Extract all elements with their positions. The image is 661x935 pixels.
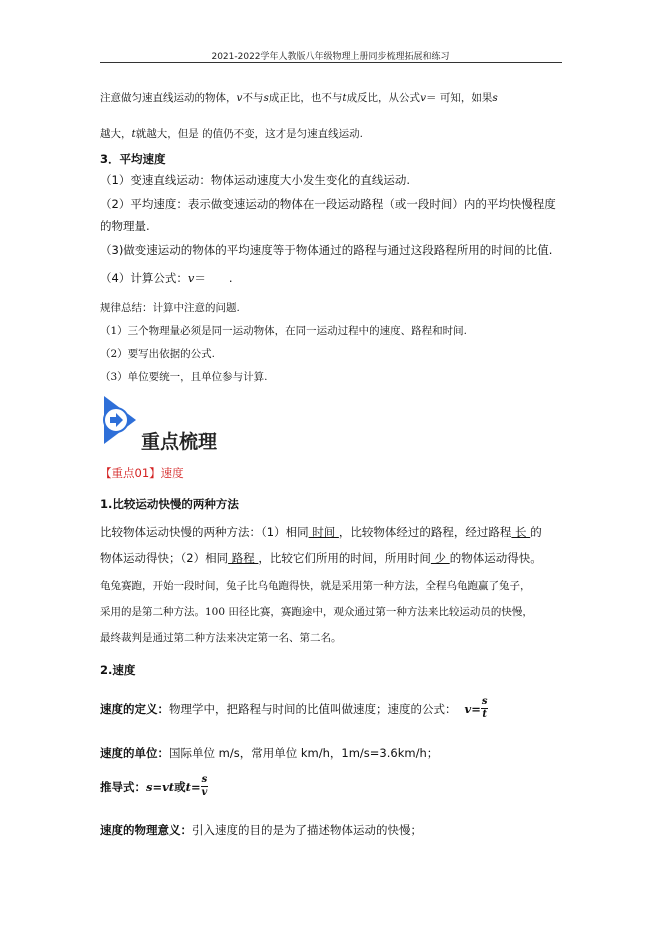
summary-item-3: （3）单位要统一，且单位参与计算.	[100, 371, 268, 383]
summary-item-1: （1）三个物理量必须是同一运动物体，在同一运动过程中的速度、路程和时间.	[100, 325, 468, 337]
compare-example-2: 采用的是第二种方法。100 田径比赛，赛跑途中，观众通过第一种方法来比较运动员的快慢，	[100, 606, 533, 618]
summary-item-2: （2）要写出依据的公式.	[100, 348, 216, 360]
page-header: 2021-2022学年人教版八年级物理上册同步梳理拓展和练习	[211, 52, 450, 62]
section-3-p1: （1）变速直线运动：物体运动速度大小发生变化的直线运动.	[100, 173, 410, 187]
header-divider	[100, 62, 562, 63]
intro-line-1: 注意做匀速直线运动的物体，v不与s成正比，也不与t成反比，从公式v＝ 可知，如果s	[100, 92, 498, 104]
speed-formula-fraction: $\frac{s}{t}$	[481, 696, 488, 720]
compare-example-3: 最终裁判是通过第二种方法来决定第一名、第二名。	[100, 632, 342, 644]
section-3-p3: （3)做变速运动的物体的平均速度等于物体通过的路程与通过这段路程所用的时间的比值.	[100, 243, 553, 257]
speed-title: 2.速度	[100, 663, 136, 677]
compare-example-1: 龟兔赛跑，开始一段时间，兔子比乌龟跑得快，就是采用第一种方法，全程乌龟跑赢了兔子，	[100, 580, 531, 592]
key-point-heading: 【重点01】速度	[100, 466, 184, 480]
summary-title: 规律总结：计算中注意的问题.	[100, 302, 240, 314]
section-banner-title: 重点梳理	[141, 431, 218, 453]
compare-title: 1.比较运动快慢的两种方法	[100, 497, 239, 511]
speed-definition: 速度的定义： 物理学中，把路程与时间的比值叫做速度；速度的公式： v = $\frac{s}{t}$	[100, 696, 488, 720]
speed-meaning: 速度的物理意义：引入速度的目的是为了描述物体运动的快慢；	[100, 823, 422, 837]
key-point-tag: 重点01	[111, 466, 150, 480]
speed-unit: 速度的单位：国际单位 m/s，常用单位 km/h，1m/s=3.6km/h；	[100, 746, 439, 760]
section-3-title: 3．平均速度	[100, 152, 166, 166]
compare-line-1: 比较物体运动快慢的两种方法：（1）相同 时间 ，比较物体经过的路程，经过路程 长 的	[100, 525, 542, 539]
speed-derivation: 推导式： s = vt 或 t = $\frac{s}{v}$	[100, 774, 208, 798]
arrow-right-icon	[100, 394, 140, 446]
compare-line-2: 物体运动得快；（2）相同 路程 ，比较它们所用的时间，所用时间 少 的物体运动得快。	[100, 551, 542, 565]
section-3-p2a: （2）平均速度：表示做变速运动的物体在一段运动路程（或一段时间）内的平均快慢程度	[100, 197, 556, 211]
key-point-topic: 速度	[160, 466, 184, 480]
section-3-p2b: 的物理量.	[100, 219, 150, 233]
derive-formula-fraction: $\frac{s}{v}$	[201, 774, 208, 798]
section-3-p4: （4）计算公式：v＝ .	[100, 271, 233, 285]
intro-line-2: 越大，t就越大，但是 的值仍不变，这才是匀速直线运动.	[100, 128, 363, 140]
